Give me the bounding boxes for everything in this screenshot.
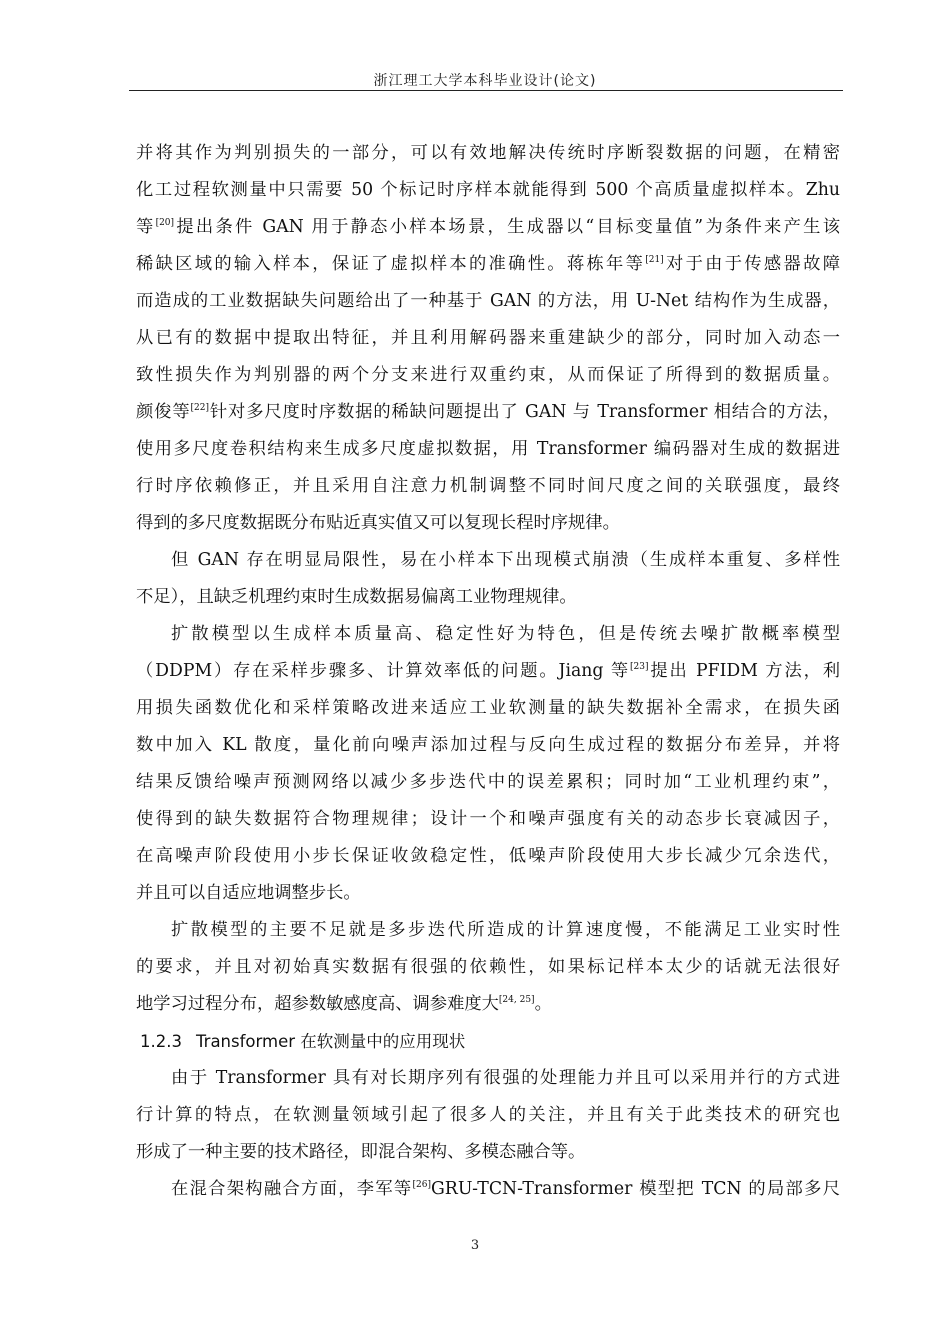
text-line: 由于 Transformer 具有对长期序列有很强的处理能力并且可以采用并行的方式进	[171, 1068, 840, 1088]
section-title: Transformer 在软测量中的应用现状	[196, 1032, 466, 1051]
text-line: 数中加入 KL 散度，量化前向噪声添加过程与反向生成过程的数据分布差异，并将	[136, 735, 840, 755]
text-line: 结果反馈给噪声预测网络以减少多步迭代中的误差累积；同时加“工业机理约束”，	[136, 772, 840, 792]
running-header: 浙江理工大学本科毕业设计(论文)	[373, 73, 597, 89]
text-line: 并且可以自适应地调整步长。	[136, 883, 361, 903]
text-run: 。	[534, 994, 552, 1014]
text-run: 对于由于传感器故障	[663, 254, 840, 274]
body-text	[136, 135, 840, 1208]
text-line: 行计算的特点，在软测量领域引起了很多人的关注，并且有关于此类技术的研究也	[136, 1105, 840, 1125]
text-line: 得到的多尺度数据既分布贴近真实值又可以复现长程时序规律。	[136, 513, 620, 533]
text-run: 等	[136, 217, 156, 237]
text-line: 在高噪声阶段使用小步长保证收敛稳定性，低噪声阶段使用大步长减少冗余迭代，	[136, 846, 840, 866]
text-line	[136, 394, 840, 431]
text-run: 在混合架构融合方面，李军等	[171, 1179, 413, 1199]
text-run: 颜俊等	[136, 402, 191, 422]
text-line: 用损失函数优化和采样策略改进来适应工业软测量的缺失数据补全需求，在损失函	[136, 698, 840, 718]
text-line: 扩散模型以生成样本质量高、稳定性好为特色，但是传统去噪扩散概率模型	[171, 624, 840, 644]
citation-marker: [23]	[629, 662, 649, 672]
text-line: 致性损失作为判别器的两个分支来进行双重约束，从而保证了所得到的数据质量。	[136, 365, 840, 385]
text-run: 提出 PFIDM 方法，利	[648, 661, 841, 681]
text-line	[136, 246, 840, 283]
citation-marker: [24, 25]	[498, 995, 535, 1005]
text-line: 但 GAN 存在明显局限性，易在小样本下出现模式崩溃（生成样本重复、多样性	[171, 550, 840, 570]
text-line: 扩散模型的主要不足就是多步迭代所造成的计算速度慢，不能满足工业实时性	[171, 920, 840, 940]
text-line: 不足），且缺乏机理约束时生成数据易偏离工业物理规律。	[136, 587, 577, 607]
page-number: 3	[470, 1238, 480, 1253]
text-line: 而造成的工业数据缺失问题给出了一种基于 GAN 的方法，用 U-Net 结构作为生成器，	[136, 291, 840, 311]
text-line	[136, 209, 840, 246]
citation-marker: [20]	[155, 218, 175, 228]
text-run: 地学习过程分布，超参数敏感度高、调参难度大	[136, 994, 499, 1014]
citation-marker: [22]	[190, 403, 209, 413]
text-line: 从已有的数据中提取出特征，并且利用解码器来重建缺少的部分，同时加入动态一	[136, 328, 840, 348]
text-line: 使得到的缺失数据符合物理规律；设计一个和噪声强度有关的动态步长衰减因子，	[136, 809, 840, 829]
text-line: 使用多尺度卷积结构来生成多尺度虚拟数据，用 Transformer 编码器对生成的数据进	[136, 439, 840, 459]
citation-marker: [26]	[412, 1180, 431, 1190]
text-line: 的要求，并且对初始真实数据有很强的依赖性，如果标记样本太少的话就无法很好	[136, 957, 840, 977]
text-run: 提出条件 GAN 用于静态小样本场景，生成器以“目标变量值”为条件来产生该	[174, 217, 840, 237]
text-line	[136, 653, 840, 690]
text-line: 形成了一种主要的技术路径，即混合架构、多模态融合等。	[136, 1142, 586, 1162]
header-rule	[129, 90, 843, 91]
text-run: 针对多尺度时序数据的稀缺问题提出了 GAN 与 Transformer 相结合的方法，	[208, 402, 840, 422]
text-run: GRU-TCN-Transformer 模型把 TCN 的局部多尺	[431, 1179, 840, 1199]
section-heading	[140, 1023, 840, 1060]
text-line: 行时序依赖修正，并且采用自注意力机制调整不同时间尺度之间的关联强度，最终	[136, 476, 840, 496]
text-run: （DDPM）存在采样步骤多、计算效率低的问题。Jiang 等	[136, 661, 630, 681]
text-line: 化工过程软测量中只需要 50 个标记时序样本就能得到 500 个高质量虚拟样本。Zhu	[136, 180, 840, 200]
text-line: 并将其作为判别损失的一部分，可以有效地解决传统时序断裂数据的问题，在精密	[136, 143, 840, 163]
section-number: 1.2.3	[140, 1032, 182, 1051]
citation-marker: [21]	[645, 255, 664, 265]
text-line	[136, 986, 840, 1023]
text-run: 稀缺区域的输入样本，保证了虚拟样本的准确性。蒋栋年等	[136, 254, 646, 274]
text-line	[136, 1171, 840, 1208]
